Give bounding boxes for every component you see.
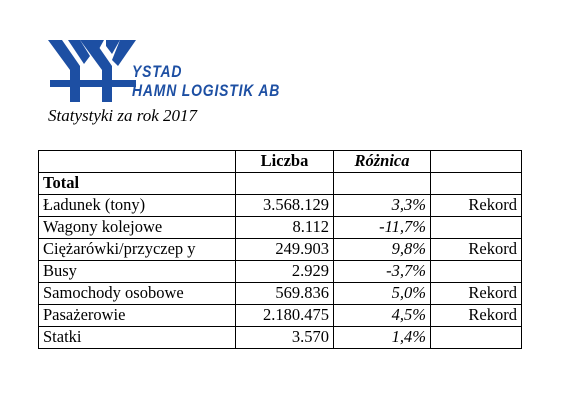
row-label: Statki bbox=[39, 327, 236, 349]
row-count: 249.903 bbox=[236, 239, 334, 261]
row-count: 3.568.129 bbox=[236, 195, 334, 217]
row-diff: 5,0% bbox=[334, 283, 431, 305]
row-note bbox=[431, 327, 522, 349]
row-count: 569.836 bbox=[236, 283, 334, 305]
row-note bbox=[431, 261, 522, 283]
logo-text-line2: HAMN LOGISTIK AB bbox=[132, 81, 281, 100]
section-empty-cell bbox=[431, 173, 522, 195]
row-count: 2.180.475 bbox=[236, 305, 334, 327]
row-count: 2.929 bbox=[236, 261, 334, 283]
row-diff: -11,7% bbox=[334, 217, 431, 239]
section-empty-cell bbox=[334, 173, 431, 195]
section-label: Total bbox=[39, 173, 236, 195]
table-row bbox=[39, 305, 522, 327]
row-count: 8.112 bbox=[236, 217, 334, 239]
row-label: Busy bbox=[39, 261, 236, 283]
row-label: Wagony kolejowe bbox=[39, 217, 236, 239]
table-row bbox=[39, 239, 522, 261]
row-diff: 4,5% bbox=[334, 305, 431, 327]
row-label: Pasażerowie bbox=[39, 305, 236, 327]
row-note: Rekord bbox=[431, 305, 522, 327]
row-note: Rekord bbox=[431, 239, 522, 261]
row-note: Rekord bbox=[431, 283, 522, 305]
row-diff: 3,3% bbox=[334, 195, 431, 217]
statistics-table bbox=[38, 150, 522, 349]
table-row bbox=[39, 327, 522, 349]
row-label: Ciężarówki/przyczep y bbox=[39, 239, 236, 261]
table-header-row bbox=[39, 151, 522, 173]
table-row bbox=[39, 195, 522, 217]
header-cell-note bbox=[431, 151, 522, 173]
row-note: Rekord bbox=[431, 195, 522, 217]
row-diff: -3,7% bbox=[334, 261, 431, 283]
company-logo bbox=[46, 36, 306, 106]
section-empty-cell bbox=[236, 173, 334, 195]
row-label: Ładunek (tony) bbox=[39, 195, 236, 217]
row-count: 3.570 bbox=[236, 327, 334, 349]
row-note bbox=[431, 217, 522, 239]
row-diff: 1,4% bbox=[334, 327, 431, 349]
table-row bbox=[39, 283, 522, 305]
header-cell-count: Liczba bbox=[236, 151, 334, 173]
table-section-row bbox=[39, 173, 522, 195]
table-row bbox=[39, 217, 522, 239]
header-cell-diff: Różnica bbox=[334, 151, 431, 173]
row-label: Samochody osobowe bbox=[39, 283, 236, 305]
header-cell-label bbox=[39, 151, 236, 173]
table-row bbox=[39, 261, 522, 283]
row-diff: 9,8% bbox=[334, 239, 431, 261]
logo-text-line1: YSTAD bbox=[132, 62, 183, 81]
document-subtitle: Statystyki za rok 2017 bbox=[48, 106, 198, 125]
